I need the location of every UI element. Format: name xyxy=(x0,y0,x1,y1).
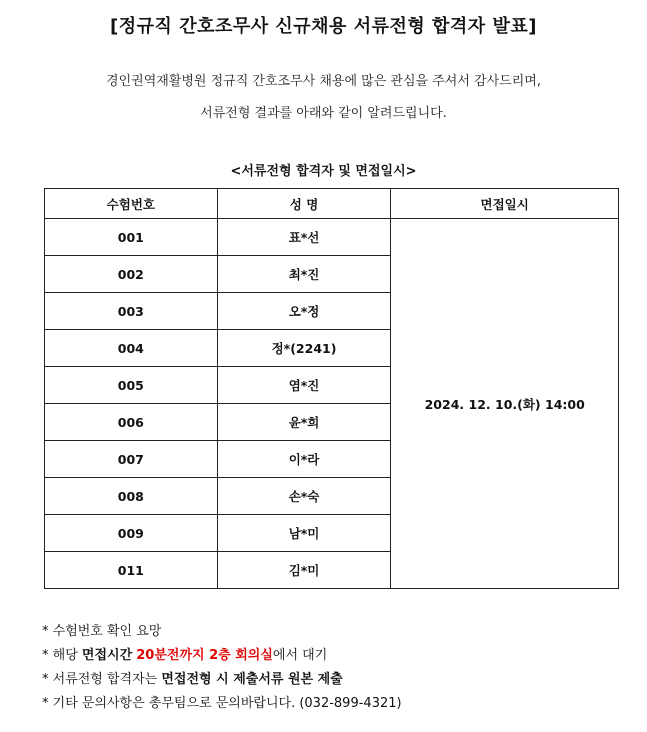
header-interview-datetime: 면접일시 xyxy=(391,189,619,219)
note-check-exam-number: * 수험번호 확인 요망 xyxy=(42,624,162,639)
page-title: [정규직 간호조무사 신규채용 서류전형 합격자 발표] xyxy=(110,16,537,37)
exam-number-cell: 009 xyxy=(45,515,218,552)
note-waiting-location xyxy=(42,644,402,668)
exam-number-cell: 004 xyxy=(45,330,218,367)
name-cell: 남*미 xyxy=(217,515,391,552)
exam-number-cell: 006 xyxy=(45,404,218,441)
exam-number-cell: 007 xyxy=(45,441,218,478)
interview-datetime-cell: 2024. 12. 10.(화) 14:00 xyxy=(391,219,619,589)
name-cell: 이*라 xyxy=(217,441,391,478)
exam-number-cell: 011 xyxy=(45,552,218,589)
notes-list xyxy=(42,620,402,716)
name-cell: 손*숙 xyxy=(217,478,391,515)
name-cell: 윤*희 xyxy=(217,404,391,441)
table-caption: <서류전형 합격자 및 면접일시> xyxy=(230,164,417,179)
intro-line-1: 경인권역재활병원 정규직 간호조무사 채용에 많은 관심을 주셔서 감사드리며, xyxy=(106,74,541,89)
note-contact: * 기타 문의사항은 총무팀으로 문의바랍니다. (032-899-4321) xyxy=(42,696,402,711)
name-cell: 표*선 xyxy=(217,219,391,256)
exam-number-cell: 001 xyxy=(45,219,218,256)
name-cell: 정*(2241) xyxy=(217,330,391,367)
name-cell: 최*진 xyxy=(217,256,391,293)
name-cell: 김*미 xyxy=(217,552,391,589)
note-bold-text: 면접시간 xyxy=(81,648,133,663)
name-cell: 염*진 xyxy=(217,367,391,404)
note-text: * 해당 xyxy=(42,648,82,663)
intro-line-2: 서류전형 결과를 아래와 같이 알려드립니다. xyxy=(200,106,447,121)
table-header-row xyxy=(45,189,619,219)
header-exam-number: 수험번호 xyxy=(45,189,218,219)
note-text: * 서류전형 합격자는 xyxy=(42,672,162,687)
header-name: 성 명 xyxy=(217,189,391,219)
exam-number-cell: 008 xyxy=(45,478,218,515)
results-table xyxy=(44,188,619,589)
exam-number-cell: 003 xyxy=(45,293,218,330)
exam-number-cell: 002 xyxy=(45,256,218,293)
note-submit-documents xyxy=(42,668,402,692)
note-highlight-text: 20분전까지 2층 회의실 xyxy=(136,648,273,663)
table-row xyxy=(45,219,619,256)
name-cell: 오*정 xyxy=(217,293,391,330)
note-text: 에서 대기 xyxy=(272,648,328,663)
exam-number-cell: 005 xyxy=(45,367,218,404)
note-bold-text: 면접전형 시 제출서류 원본 제출 xyxy=(161,672,343,687)
